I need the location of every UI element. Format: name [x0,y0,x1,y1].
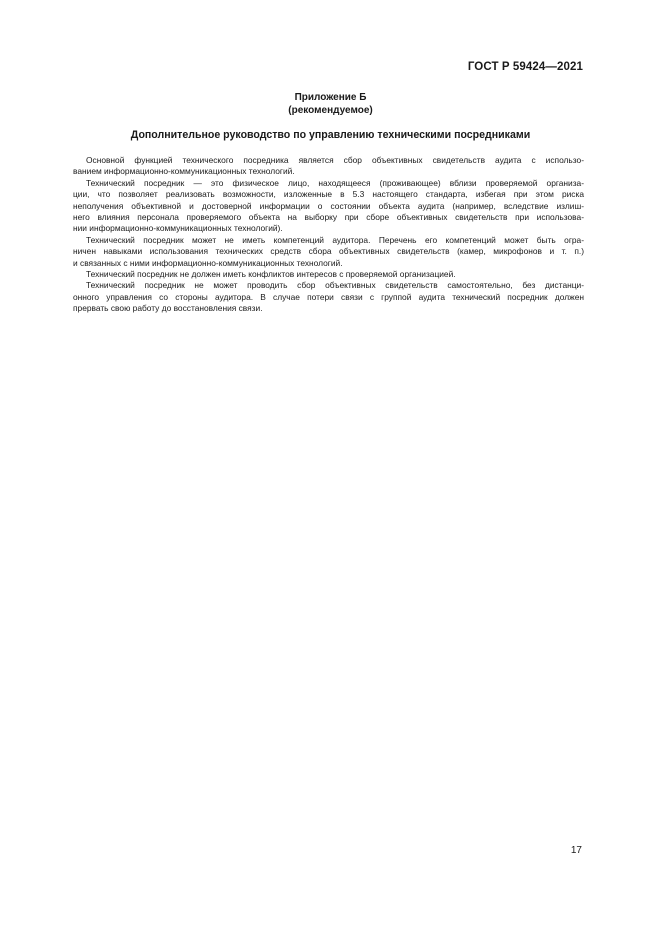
document-code: ГОСТ Р 59424—2021 [467,61,583,73]
page-number: 17 [570,845,582,856]
body-text [73,155,584,315]
paragraph-line: и связанных с ними информационно-коммуникационных технологий. [73,257,343,268]
paragraph-line: Технический посредник не должен иметь конфликтов интересов с проверяемой организацией. [86,269,456,280]
paragraph-line: ванием информационно-коммуникационных технологий. [73,166,295,177]
paragraph-line: онного управления со стороны аудитора. В случае потери связи с группой аудита технический посредник должен [73,291,584,302]
annex-title: Приложение Б [294,92,367,103]
paragraph-line: Технический посредник не может проводить сбор объективных свидетельств самостоятельно, без дистанци- [86,280,584,291]
paragraph-line: Основной функцией технического посредника является сбор объективных свидетельств аудита с использо- [86,155,584,165]
section-heading: Дополнительное руководство по управлению техническими посредниками [130,129,531,141]
paragraph-line: прервать свою работу до восстановления связи. [73,303,263,314]
annex-status: (рекомендуемое) [288,105,373,116]
paragraph-line: него влияния персонала проверяемого объекта на выборку при сборе объективных свидетельств при использова- [73,212,584,223]
paragraph-line: Технический посредник может не иметь компетенций аудитора. Перечень его компетенций может быть огра- [86,234,584,245]
paragraph-line: ции, что позволяет реализовать возможности, изложенные в 5.3 настоящего стандарта, избегая при этом риска [73,189,584,200]
paragraph-line: ничен навыками использования технических средств сбора объективных свидетельств (камер, микрофонов и т. п.) [73,246,584,257]
annex-title-block [0,91,661,117]
paragraph-line: неполучения объективной и достоверной информации о состоянии объекта аудита (например, вследствие излиш- [73,200,584,211]
paragraph-line: нии информационно-коммуникационных технологий). [73,223,283,234]
paragraph-line: Технический посредник — это физическое лицо, находящееся (проживающее) вблизи проверяемой организа- [86,177,584,188]
